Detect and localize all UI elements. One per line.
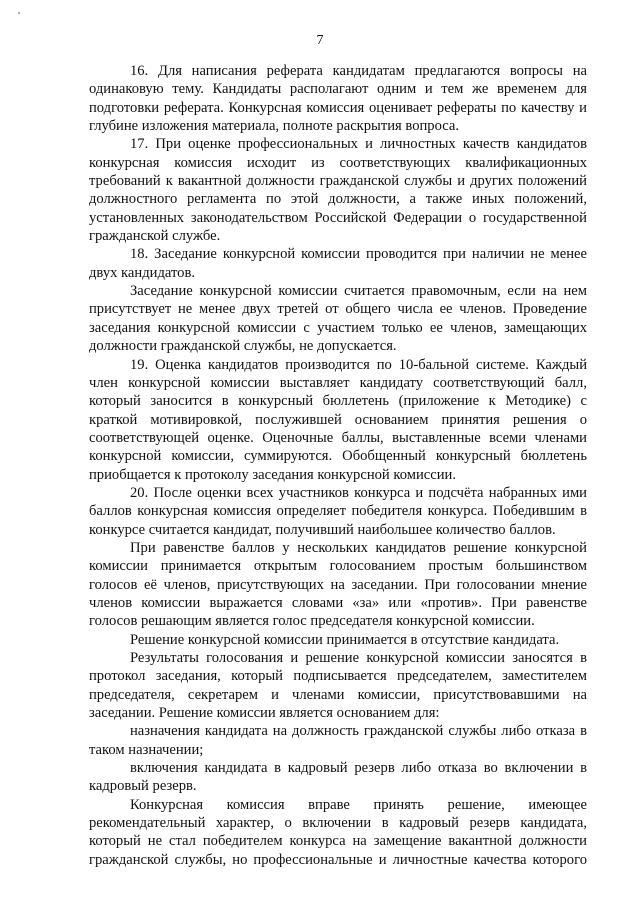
paragraph-20: 20. После оценки всех участников конкурса и подсчёта набранных ими баллов конкурсная комиссия определяет победителя конкурса. Победившим в конкурсе считается кандидат, получивший наибольшее количество баллов. bbox=[89, 484, 587, 538]
paragraph-16: 16. Для написания реферата кандидатам предлагаются вопросы на одинаковую тему. Кандидаты располагают одним и тем же временем для подготовки реферата. Конкурсная комиссия оценивает рефераты по качеству и глубине изложения материала, полноте раскрытия вопроса. bbox=[89, 63, 587, 135]
paragraph-recommendation: Конкурсная комиссия вправе принять решение, имеющее рекомендательный характер, о включении в кадровый резерв кандидата, который не стал победителем конкурса на замещение вакантной должности гражданской службы, но профессиональные и личностные качества которого bbox=[89, 796, 587, 868]
page-number: 7 bbox=[316, 33, 324, 48]
paragraph-18: 18. Заседание конкурсной комиссии проводится при наличии не менее двух кандидатов. bbox=[89, 246, 587, 281]
list-item-appointment: назначения кандидата на должность гражданской службы либо отказа в таком назначении; bbox=[89, 723, 587, 758]
paragraph-protocol: Результаты голосования и решение конкурсной комиссии заносятся в протокол заседания, который подписывается председателем, заместителем председателя, секретарем и членами комиссии, присутствовавшими на заседании. Решение комиссии является основанием для: bbox=[89, 650, 587, 722]
paragraph-19: 19. Оценка кандидатов производится по 10-бальной системе. Каждый член конкурсной комиссии выставляет кандидату соответствующий балл, который заносится в конкурсный бюллетень (приложение к Методике) с краткой мотивировкой, послужившей основанием принятия решения о соответствующей оценке. Оценочные баллы, выставленные всеми членами конкурсной комиссии, суммируются. Обобщенный конкурсный бюллетень приобщается к протоколу заседания конкурсной комиссии. bbox=[89, 356, 587, 483]
paragraph-17: 17. При оценке профессиональных и личностных качеств кандидатов конкурсная комиссия исходит из соответствующих квалификационных требований к вакантной должности гражданской службы и других положений должностного регламента по этой должности, а также иных положений, установленных законодательством Российской Федерации о государственной гражданской службе. bbox=[89, 136, 587, 245]
paragraph-tie-vote: При равенстве баллов у нескольких кандидатов решение конкурсной комиссии принимается открытым голосованием простым большинством голосов её членов, присутствующих на заседании. При голосовании мнение членов комиссии выражается словами «за» или «против». При равенстве голосов решающим является голос председателя конкурсной комиссии. bbox=[89, 539, 587, 630]
scan-speck bbox=[18, 12, 20, 14]
list-item-reserve: включения кандидата в кадровый резерв либо отказа во включении в кадровый резерв. bbox=[89, 760, 587, 795]
paragraph-quorum: Заседание конкурсной комиссии считается правомочным, если на нем присутствует не менее двух третей от общего числа ее членов. Проведение заседания конкурсной комиссии с участием только ее членов, замещающих должности гражданской службы, не допускается. bbox=[89, 283, 587, 355]
paragraph-absence: Решение конкурсной комиссии принимается в отсутствие кандидата. bbox=[130, 631, 560, 648]
document-body bbox=[89, 62, 587, 869]
